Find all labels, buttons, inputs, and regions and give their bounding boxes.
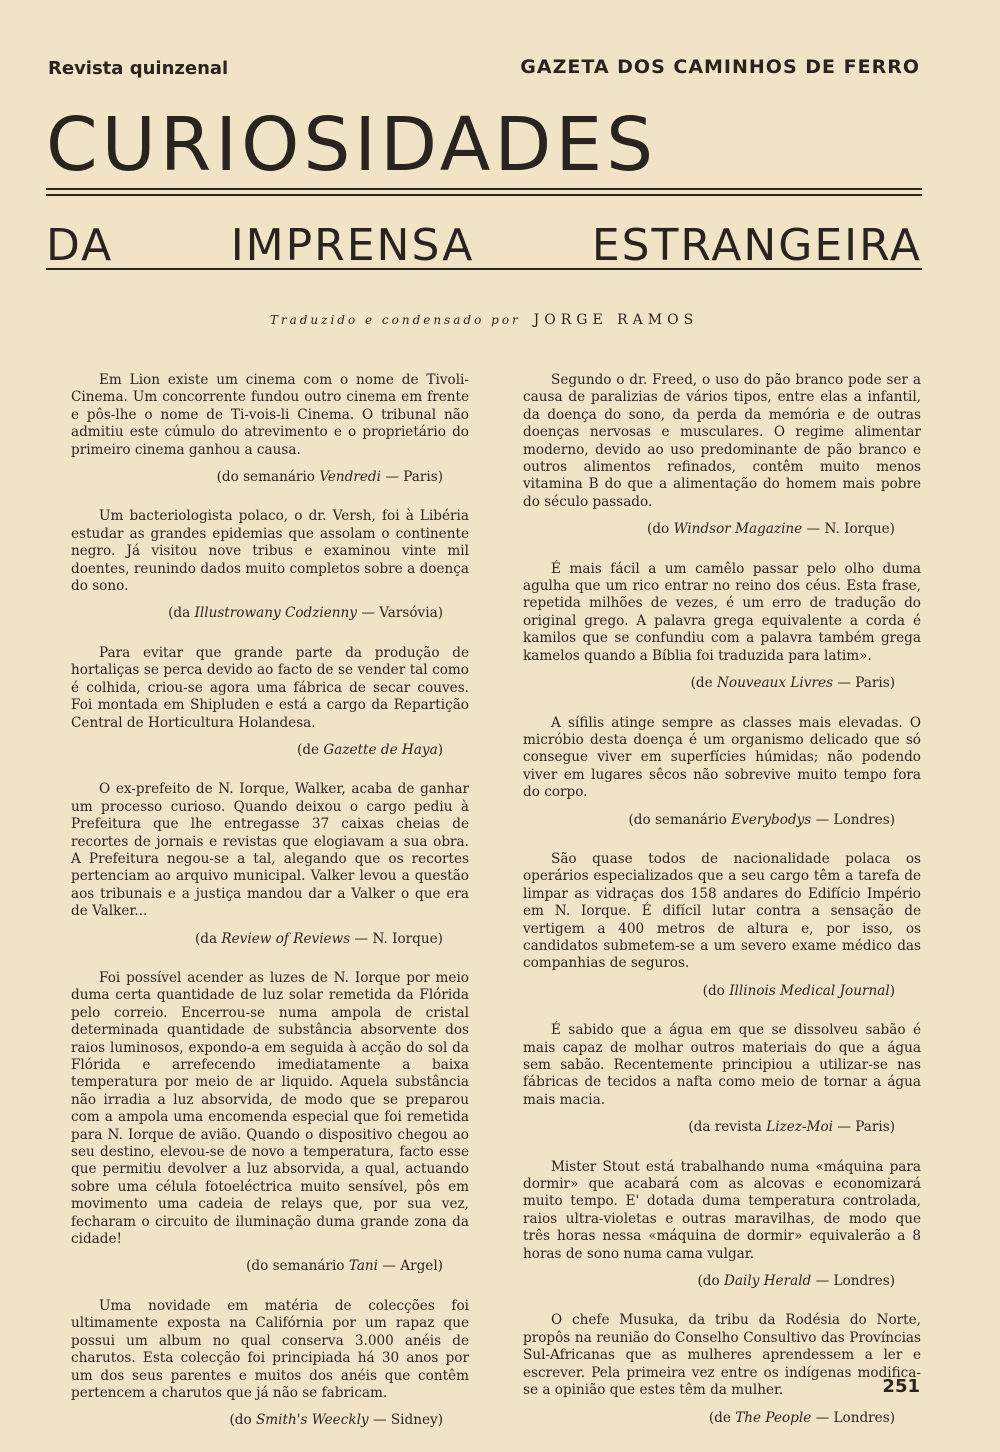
article-item [523,851,921,1000]
page-title: CURIOSIDADES [46,102,658,188]
article-item [523,1312,921,1426]
header-magazine-type: Revista quinzenal [48,58,229,79]
article-text: Foi possível acender as luzes de N. Iorque por meio duma certa quantidade de luz solar remetida da Flórida pelo correio. Encerrou-se numa ampola de cristal determinada quantidade de substância absorvente dos raios luminosos, expondo-a em seguida à acção do sol da Flórida e arrefecendo imediatamente a baixa temperatura por meio de ar liquido. Aquela substância não irradia a luz absorvida, de modo que se preparou com a ampola uma encomenda especial que foi remetida para N. Iorque de avião. Quando o dispositivo chegou ao seu destino, elevou-se de novo a temperatura, facto esse que permitiu devolver a luz absorvida, a qual, actuando sobre uma célula fotoeléctrica muito sensível, pôs em movimento uma cadeia de relays que, por sua vez, fecharam o circuito de iluminação duma grande zona da cidade! [71,969,469,1248]
article-source: (da revista Lizez-Moi — Paris) [688,1119,895,1136]
article-text: Uma novidade em matéria de colecções foi ultimamente exposta na Califórnia por um rapaz que possui um album no qual conserva 3.000 anéis de charutos. Esta colecção foi principiada há 30 anos por um dos seus parentes e muitos dos anéis que contêm pertencem a charutos que já não se fabricam. [71,1297,469,1401]
article-source: (do semanário Everybodys — Londres) [628,811,895,828]
credit-author: JORGE RAMOS [533,312,699,328]
article-source: (do Illinois Medical Journal) [702,982,895,999]
article-item [523,1159,921,1291]
article-source: (da Review of Reviews — N. Iorque) [194,930,443,947]
article-item [71,508,469,622]
article-text: É sabido que a água em que se dissolveu sabão é mais capaz de molhar outros materiais do que a água sem sabão. Recentemente principiou a utilizar-se nas fábricas de tecidos a nafta como meio de tornar a água mais macia. [523,1022,921,1108]
article-source: (de Gazette de Haya) [297,741,443,758]
article-text: É mais fácil a um camêlo passar pelo olho duma agulha que um rico entrar no reino dos céus. Esta frase, repetida milhões de vezes, é um erro de tradução do original grego. A palavra grega equivalente a corda é kamilos que se confundiu com a palavra também grega kamelos quando a Bíblia foi traduzida para latim». [523,560,921,664]
article-source: (do Windsor Magazine — N. Iorque) [647,521,895,538]
article-text: O chefe Musuka, da tribu da Rodésia do Norte, propôs na reunião do Conselho Consultivo das Províncias Sul-Africanas que as mulheres aprendessem a ler e escrever. Pela primeira vez entre os indígenas modifica-se a opinião que estes têm da mulher. [523,1312,921,1399]
page-subtitle: DA IMPRENSA ESTRANGEIRA [46,220,922,271]
article-item [523,715,921,829]
article-item [71,372,469,486]
translator-credit [0,312,968,328]
subtitle-rule [46,268,922,270]
article-item [71,781,469,948]
article-text: Segundo o dr. Freed, o uso do pão branco pode ser a causa de paralizias de vários tipos, entre elas a infantil, da doença do sono, da perda da memória e de outras doenças nervosas e musculares. O regime alimentar moderno, devido ao uso predominante de pão branco e outros alimentos refinados, contêm muito menos vitamina B do que a alimentação do homem mais pobre do século passado. [523,372,921,510]
article-text: São quase todos de nacionalidade polaca os operários especializados que a seu cargo têm a tarefa de limpar as vidraças dos 158 andares do Edifício Império em N. Iorque. É difícil lutar contra a sensação de vertigem a 400 metros de altura e, por isso, os candidatos submetem-se a um severo exame médico das companhias de seguros. [523,850,921,972]
article-item [71,1298,469,1430]
article-text: Mister Stout está trabalhando numa «máquina para dormir» que acabará com as alcovas e economizará muito tempo. E' dotada duma temperatura controlada, raios ultra-violetas e outras maravilhas, de modo que três horas nessa «máquina de dormir» equivalerão a 8 horas de sono numa cama vulgar. [523,1158,921,1262]
right-column [523,372,921,1449]
article-text: Para evitar que grande parte da produção de hortaliças se perca devido ao facto de se vender tal como é colhida, criou-se agora uma fábrica de secar couves. Foi montada em Shipluden e está a cargo da Repartição Central de Horticultura Holandesa. [71,644,469,731]
title-rule-bottom [46,194,922,196]
article-item [71,970,469,1276]
article-item [71,645,469,759]
header-magazine-title: GAZETA DOS CAMINHOS DE FERRO [520,56,920,78]
article-source: (de The People — Londres) [708,1409,895,1426]
article-text: A sífilis atinge sempre as classes mais elevadas. O micróbio desta doença é um organismo delicado que só consegue viver em superfícies húmidas; não podendo viver em lugares sêcos não sobrevive muito tempo fora do corpo. [523,714,921,801]
credit-prefix: Traduzido e condensado por [269,313,521,327]
article-source: (do Smith's Weeckly — Sidney) [229,1412,443,1429]
article-source: (do Daily Herald — Londres) [697,1273,895,1290]
article-item [523,1022,921,1136]
article-source: (do semanário Tani — Argel) [246,1258,443,1275]
left-column [71,372,469,1452]
page-number: 251 [882,1376,920,1397]
article-item [523,561,921,693]
article-text: O ex-prefeito de N. Iorque, Walker, acaba de ganhar um processo curioso. Quando deixou o cargo pediu à Prefeitura que lhe entregasse 37 caixas cheias de recortes de jornais e revistas que elogiavam a sua obra. A Prefeitura negou-se a tal, alegando que os recortes pertenciam ao arquivo municipal. Valker levou a questão aos tribunais e a justiça mandou dar a Valker o que era de Valker... [71,781,469,920]
article-source: (da Illustrowany Codzienny — Varsóvia) [168,605,443,622]
article-source: (do semanário Vendredi — Paris) [216,469,443,486]
article-item [523,372,921,539]
article-source: (de Nouveaux Livres — Paris) [690,675,895,692]
title-rule-top [46,188,922,190]
article-text: Em Lion existe um cinema com o nome de Tivoli-Cinema. Um concorrente fundou outro cinema em frente e pôs-lhe o nome de Ti-vois-li Cinema. O tribunal não admitiu este cúmulo do atrevimento e o proprietário do primeiro cinema ganhou a causa. [71,372,469,458]
article-text: Um bacteriologista polaco, o dr. Versh, foi à Libéria estudar as grandes epidemias que assolam o continente negro. Já visitou nove tribus e examinou vinte mil doentes, reunindo dados muito completos sobre a doença do sono. [71,508,469,595]
